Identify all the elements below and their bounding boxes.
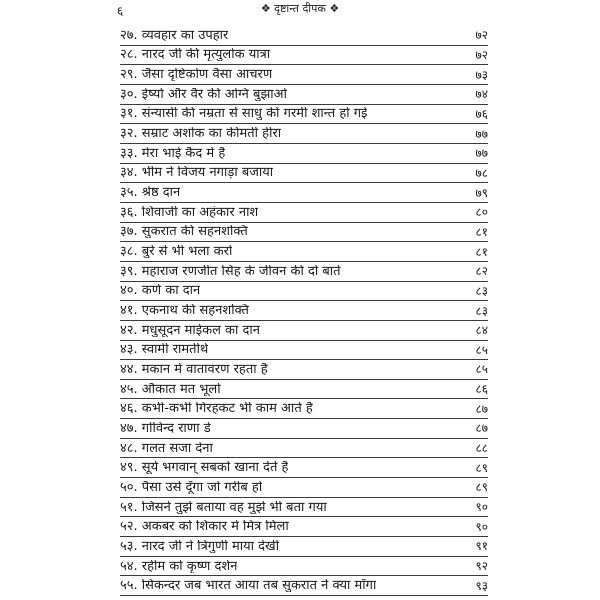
toc-entry-page: ९० <box>475 519 488 534</box>
toc-entry-title: ५४. रहीम को कृष्ण दर्शन <box>120 559 238 573</box>
toc-entry <box>120 46 488 66</box>
toc-entry <box>120 164 488 184</box>
toc-entry <box>120 65 488 85</box>
toc-entry <box>120 282 488 302</box>
toc-entry <box>120 478 488 498</box>
toc-entry-title: २९. जैसा दृष्टिकोण वैसा आचरण <box>120 68 273 82</box>
toc-entry <box>120 399 488 419</box>
table-of-contents <box>120 26 488 596</box>
toc-entry-title: ५०. पैसा उसे दूँगा जो गरीब हो <box>120 480 263 494</box>
toc-entry-title: ३३. मेरा भाई कैद में है <box>120 146 226 160</box>
toc-entry-title: ३७. सुकरात की सहनशक्ति <box>120 225 248 239</box>
toc-entry <box>120 105 488 125</box>
toc-entry <box>120 223 488 243</box>
toc-entry-page: ७६ <box>475 106 488 121</box>
toc-entry <box>120 576 488 596</box>
toc-entry-title: ५३. नारद जी ने त्रिगुणी माया देखी <box>120 539 280 553</box>
toc-entry-page: ७९ <box>475 185 488 200</box>
toc-entry-title: ३९. महाराज रणजीत सिंह के जीवन की दो बातें <box>120 264 341 278</box>
toc-entry-title: ४०. कर्ण का दान <box>120 284 201 298</box>
toc-entry <box>120 301 488 321</box>
toc-entry-title: ४५. औकात मत भूलो <box>120 382 221 396</box>
toc-entry-title: ४४. मकान में वातावरण रहता है <box>120 362 268 376</box>
toc-entry-title: ५२. अकबर को शिकार में मित्र मिला <box>120 520 289 534</box>
toc-entry <box>120 341 488 361</box>
toc-entry-page: ८३ <box>475 283 488 298</box>
toc-entry-page: ७४ <box>475 87 488 102</box>
toc-entry-page: ८७ <box>475 421 488 436</box>
toc-entry-page: ९३ <box>475 578 488 593</box>
toc-entry-title: ५५. सिकन्दर जब भारत आया तब सुकरात ने क्या माँगा <box>120 579 377 593</box>
toc-entry-page: ७७ <box>475 126 488 141</box>
toc-entry-title: ५१. जिसने तुझे बताया वह मुझे भी बता गया <box>120 500 327 514</box>
toc-entry-page: ८२ <box>475 264 488 279</box>
toc-entry <box>120 380 488 400</box>
toc-entry <box>120 537 488 557</box>
toc-entry-title: ३४. भीम ने विजय नगाड़ा बजाया <box>120 166 274 180</box>
toc-entry-title: ३८. बुरे से भी भला करो <box>120 245 233 259</box>
toc-entry-page: ८५ <box>475 342 488 357</box>
toc-entry-page: ८९ <box>475 460 488 475</box>
toc-entry <box>120 439 488 459</box>
toc-entry <box>120 144 488 164</box>
toc-entry-page: ९२ <box>475 559 488 574</box>
toc-entry-page: ८८ <box>475 441 488 456</box>
toc-entry <box>120 85 488 105</box>
toc-entry <box>120 183 488 203</box>
toc-entry <box>120 517 488 537</box>
toc-entry <box>120 203 488 223</box>
toc-entry-page: ८९ <box>475 480 488 495</box>
toc-entry-page: ७२ <box>475 28 488 43</box>
toc-entry-title: ३६. शिवाजी का अहंकार नाश <box>120 205 259 219</box>
toc-entry-title: ४८. गलत सजा देना <box>120 441 213 455</box>
toc-entry-page: ७७ <box>475 146 488 161</box>
toc-entry <box>120 26 488 46</box>
toc-entry <box>120 242 488 262</box>
toc-entry-page: ८१ <box>475 244 488 259</box>
toc-entry-title: ३५. श्रेष्ठ दान <box>120 186 181 200</box>
toc-entry-page: ८७ <box>475 401 488 416</box>
page-number: ६ <box>117 4 124 18</box>
toc-entry <box>120 262 488 282</box>
toc-entry-title: ४९. सूर्य भगवान् सबको खाना देते हैं <box>120 461 289 475</box>
toc-entry-page: ९० <box>475 500 488 515</box>
toc-entry-title: ४६. कभी-कभी गिरहकट भी काम आते हैं <box>120 402 313 416</box>
toc-entry <box>120 557 488 577</box>
toc-entry-page: ८६ <box>475 382 488 397</box>
toc-entry-page: ७२ <box>475 47 488 62</box>
toc-entry-page: ८१ <box>475 224 488 239</box>
toc-entry-page: ८५ <box>475 362 488 377</box>
toc-entry-page: ९१ <box>475 539 488 554</box>
toc-entry-title: २७. व्यवहार का उपहार <box>120 28 229 42</box>
toc-entry <box>120 124 488 144</box>
toc-entry-title: २८. नारद जी की मृत्युलोक यात्रा <box>120 48 271 62</box>
toc-entry <box>120 498 488 518</box>
toc-entry-title: ४२. मधुसूदन माईकल का दान <box>120 323 261 337</box>
toc-entry-page: ७८ <box>475 165 488 180</box>
toc-entry-title: ४७. गोविन्द राणा डे <box>120 421 211 435</box>
toc-entry-title: ३०. ईर्ष्या और वैर की अग्नि बुझाओ <box>120 87 287 101</box>
toc-entry-page: ८३ <box>475 303 488 318</box>
toc-entry-title: ३१. संन्यासी की नम्रता से साधु की गरमी शान्त हो गई <box>120 107 368 121</box>
toc-entry-page: ७३ <box>475 67 488 82</box>
toc-entry-title: ३२. सम्राट अशोक का कीमती हीरा <box>120 127 282 141</box>
toc-entry <box>120 419 488 439</box>
toc-entry <box>120 321 488 341</box>
toc-entry <box>120 458 488 478</box>
running-header: ❖ दृष्टान्त दीपक ❖ <box>260 2 340 15</box>
toc-entry-page: ८४ <box>475 323 488 338</box>
toc-entry-page: ८० <box>475 205 488 220</box>
toc-entry-title: ४१. एकनाथ की सहनशक्ति <box>120 304 249 318</box>
toc-entry-title: ४३. स्वामी रामतीर्थ <box>120 343 209 357</box>
toc-entry <box>120 360 488 380</box>
